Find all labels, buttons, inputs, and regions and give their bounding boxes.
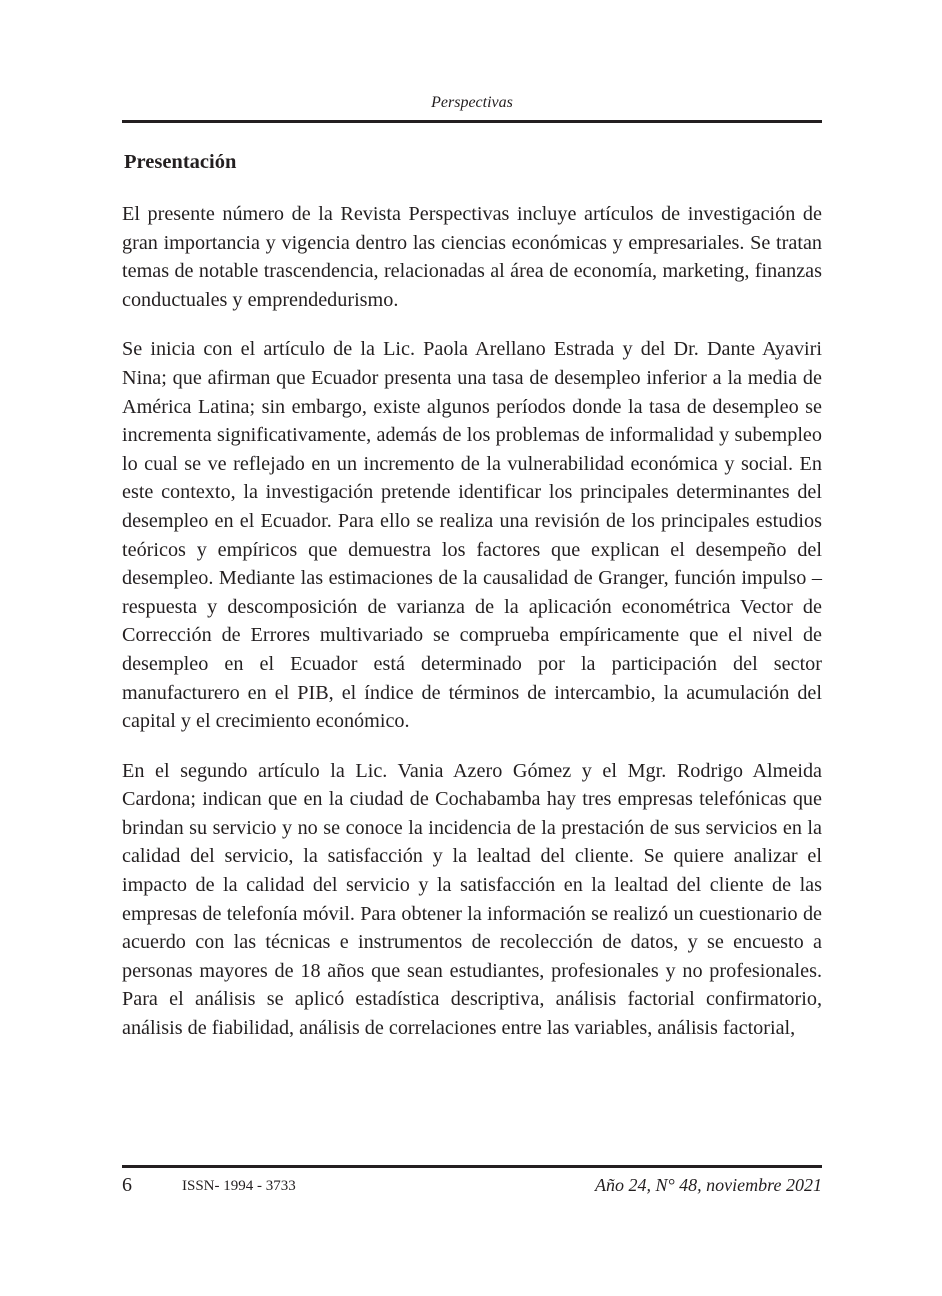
body-text: [122, 200, 822, 1064]
footer-rule: [122, 1165, 822, 1168]
issue-info: Año 24, N° 48, noviembre 2021: [594, 1175, 822, 1195]
section-title: Presentación: [124, 151, 237, 173]
issn-label: ISSN- 1994 - 3733: [182, 1178, 296, 1194]
paragraph-first-article: Se inicia con el artículo de la Lic. Paola Arellano Estrada y del Dr. Dante Ayaviri Nina; que afirman que Ecuador presenta una tasa de desempleo inferior a la media de América Latina; sin embargo, existe algunos períodos donde la tasa de desempleo se incrementa significativamente, además de los problemas de informalidad y subempleo lo cual se ve reflejado en un incremento de la vulnerabilidad económica y social. En este contexto, la investigación pretende identificar los principales determinantes del desempleo en el Ecuador. Para ello se realiza una revisión de los principales estudios teóricos y empíricos que demuestra los factores que explican el desempeño del desempleo. Mediante las estimaciones de la causalidad de Granger, función impulso – respuesta y descomposición de varianza de la aplicación econométrica Vector de Corrección de Errores multivariado se comprueba empíricamente que el nivel de desempleo en el Ecuador está determinado por la participación del sector manufacturero en el PIB, el índice de términos de intercambio, la acumulación del capital y el crecimiento económico.: [122, 338, 822, 733]
paragraph-intro: El presente número de la Revista Perspectivas incluye artículos de investigación de gran importancia y vigencia dentro las ciencias económicas y empresariales. Se tratan temas de notable trascendencia, relacionadas al área de economía, marketing, finanzas conductuales y emprendedurismo.: [122, 203, 822, 311]
page-number: 6: [122, 1174, 132, 1196]
page-footer: [122, 1172, 822, 1198]
paragraph-second-article: En el segundo artículo la Lic. Vania Azero Gómez y el Mgr. Rodrigo Almeida Cardona; indican que en la ciudad de Cochabamba hay tres empresas telefónicas que brindan su servicio y no se conoce la incidencia de la prestación de sus servicios en la calidad del servicio, la satisfacción y la lealtad del cliente. Se quiere analizar el impacto de la calidad del servicio y la satisfacción en la lealtad del cliente de las empresas de telefonía móvil. Para obtener la información se realizó un cuestionario de acuerdo con las técnicas e instrumentos de recolección de datos, y se encuesto a personas mayores de 18 años que sean estudiantes, profesionales y no profesionales. Para el análisis se aplicó estadística descriptiva, análisis factorial confirmatorio, análisis de fiabilidad, análisis de correlaciones entre las variables, análisis factorial,: [122, 759, 822, 1040]
running-header-title: Perspectivas: [431, 94, 513, 111]
header-rule: [122, 120, 822, 123]
